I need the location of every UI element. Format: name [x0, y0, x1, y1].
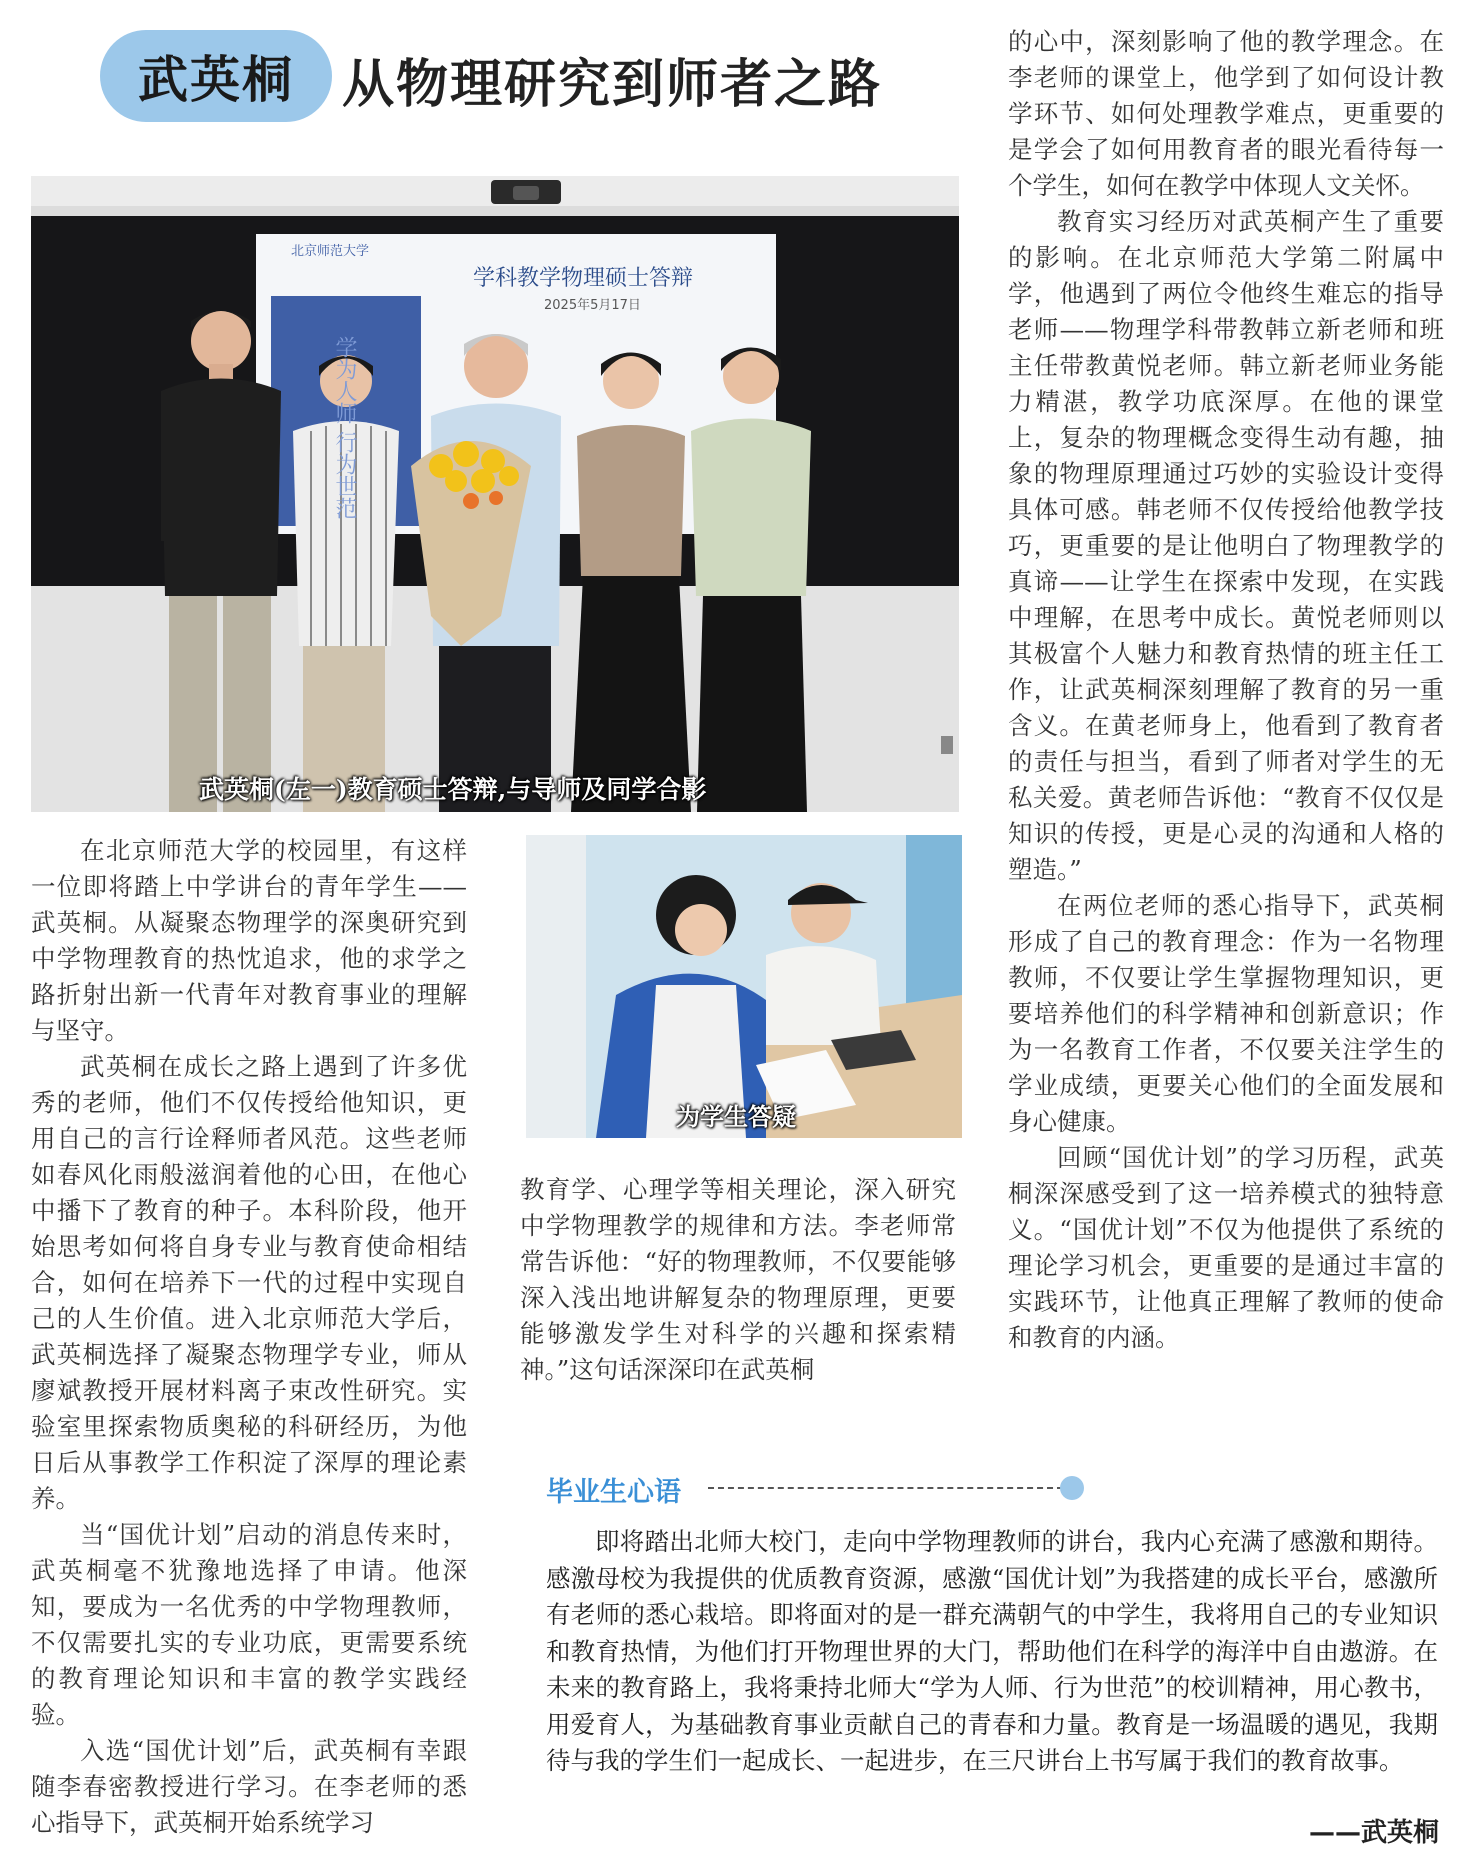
photo2-caption: 为学生答疑	[676, 1102, 796, 1131]
group-photo	[31, 176, 959, 812]
paragraph: 入选“国优计划”后，武英桐有幸跟随李春密教授进行学习。在李老师的悉心指导下，武英桐开始系统学习	[31, 1736, 467, 1837]
message-heading: 毕业生心语	[546, 1477, 681, 1508]
article-col-mid	[520, 1172, 956, 1388]
message-signature: ——武英桐	[1308, 1818, 1439, 1848]
slide-date: 2025年5月17日	[544, 298, 641, 313]
title-name-badge	[100, 30, 332, 122]
article-col-right	[1008, 24, 1444, 1356]
paragraph: 在两位老师的悉心指导下，武英桐形成了自己的教育理念：作为一名物理教师，不仅要让学生掌握物理知识，更要培养他们的科学精神和创新意识；作为一名教育工作者，不仅要关注学生的学业成绩，更要关心他们的全面发展和身心健康。	[1008, 891, 1444, 1136]
paragraph: 教育实习经历对武英桐产生了重要的影响。在北京师范大学第二附属中学，他遇到了两位令他终生难忘的指导老师——物理学科带教韩立新老师和班主任带教黄悦老师。韩立新老师业务能力精湛，教学功底深厚。在他的课堂上，复杂的物理概念变得生动有趣，抽象的物理原理通过巧妙的实验设计变得具体可感。韩老师不仅传授给他教学技巧，更重要的是让他明白了物理教学的真谛——让学生在探索中发现，在实践中理解，在思考中成长。黄悦老师则以其极富个人魅力和教育热情的班主任工作，让武英桐深刻理解了教育的另一重含义。在黄老师身上，他看到了教育者的责任与担当，看到了师者对学生的无私关爱。黄老师告诉他：“教育不仅仅是知识的传授，更是心灵的沟通和人格的塑造。”	[1008, 207, 1444, 884]
paragraph: 教育学、心理学等相关理论，深入研究中学物理教学的规律和方法。李老师常常告诉他：“好的物理教师，不仅要能够深入浅出地讲解复杂的物理原理，更要能够激发学生对科学的兴趣和探索精神。”这句话深深印在武英桐	[520, 1175, 956, 1384]
paragraph: 回顾“国优计划”的学习历程，武英桐深深感受到了这一培养模式的独特意义。“国优计划”不仅为他提供了系统的理论学习机会，更重要的是通过丰富的实践环节，让他真正理解了教师的使命和教育的内涵。	[1008, 1143, 1444, 1352]
slide-title: 学科教学物理硕士答辩	[473, 266, 694, 291]
slide-logo: 北京师范大学	[291, 244, 370, 259]
message-divider	[708, 1487, 1063, 1489]
photo1-caption: 武英桐(左一)教育硕士答辩,与导师及同学合影	[199, 775, 707, 804]
tutoring-photo-illustration	[526, 835, 962, 1138]
tutoring-photo	[526, 835, 962, 1138]
paragraph: 武英桐在成长之路上遇到了许多优秀的老师，他们不仅传授给他知识，更用自己的言行诠释师者风范。这些老师如春风化雨般滋润着他的心田，在他心中播下了教育的种子。本科阶段，他开始思考如何将自身专业与教育使命相结合，如何在培养下一代的过程中实现自己的人生价值。进入北京师范大学后，武英桐选择了凝聚态物理学专业，师从廖斌教授开展材料离子束改性研究。实验室里探索物质奥秘的科研经历，为他日后从事教学工作积淀了深厚的理论素养。	[31, 1052, 467, 1513]
title-name: 武英桐	[138, 51, 294, 109]
slide-motto: 学为人师 行为世范	[332, 336, 357, 519]
paragraph: 在北京师范大学的校园里，有这样一位即将踏上中学讲台的青年学生——武英桐。从凝聚态物理学的深奥研究到中学物理教育的热忱追求，他的求学之路折射出新一代青年对教育事业的理解与坚守。	[31, 836, 467, 1045]
paragraph: 当“国优计划”启动的消息传来时，武英桐毫不犹豫地选择了申请。他深知，要成为一名优秀的中学物理教师，不仅需要扎实的专业功底，更需要系统的教育理论知识和丰富的教学实践经验。	[31, 1520, 467, 1729]
paragraph: 的心中，深刻影响了他的教学理念。在李老师的课堂上，他学到了如何设计教学环节、如何处理教学难点，更重要的是学会了如何用教育者的眼光看待每一个学生，如何在教学中体现人文关怀。	[1008, 27, 1444, 200]
message-paragraph: 即将踏出北师大校门，走向中学物理教师的讲台，我内心充满了感激和期待。感激母校为我提供的优质教育资源，感激“国优计划”为我搭建的成长平台，感激所有老师的悉心栽培。即将面对的是一群充满朝气的中学生，我将用自己的专业知识和教育热情，为他们打开物理世界的大门，帮助他们在科学的海洋中自由遨游。在未来的教育路上，我将秉持北师大“学为人师、行为世范”的校训精神，用心教书，用爱育人，为基础教育事业贡献自己的青春和力量。教育是一场温暖的遇见，我期待与我的学生们一起成长、一起进步，在三尺讲台上书写属于我们的教育故事。	[546, 1527, 1438, 1775]
message-body	[546, 1524, 1438, 1780]
message-dot-icon	[1060, 1476, 1084, 1500]
article-title: 从物理研究到师者之路	[342, 55, 883, 115]
article-col-left	[31, 833, 467, 1841]
